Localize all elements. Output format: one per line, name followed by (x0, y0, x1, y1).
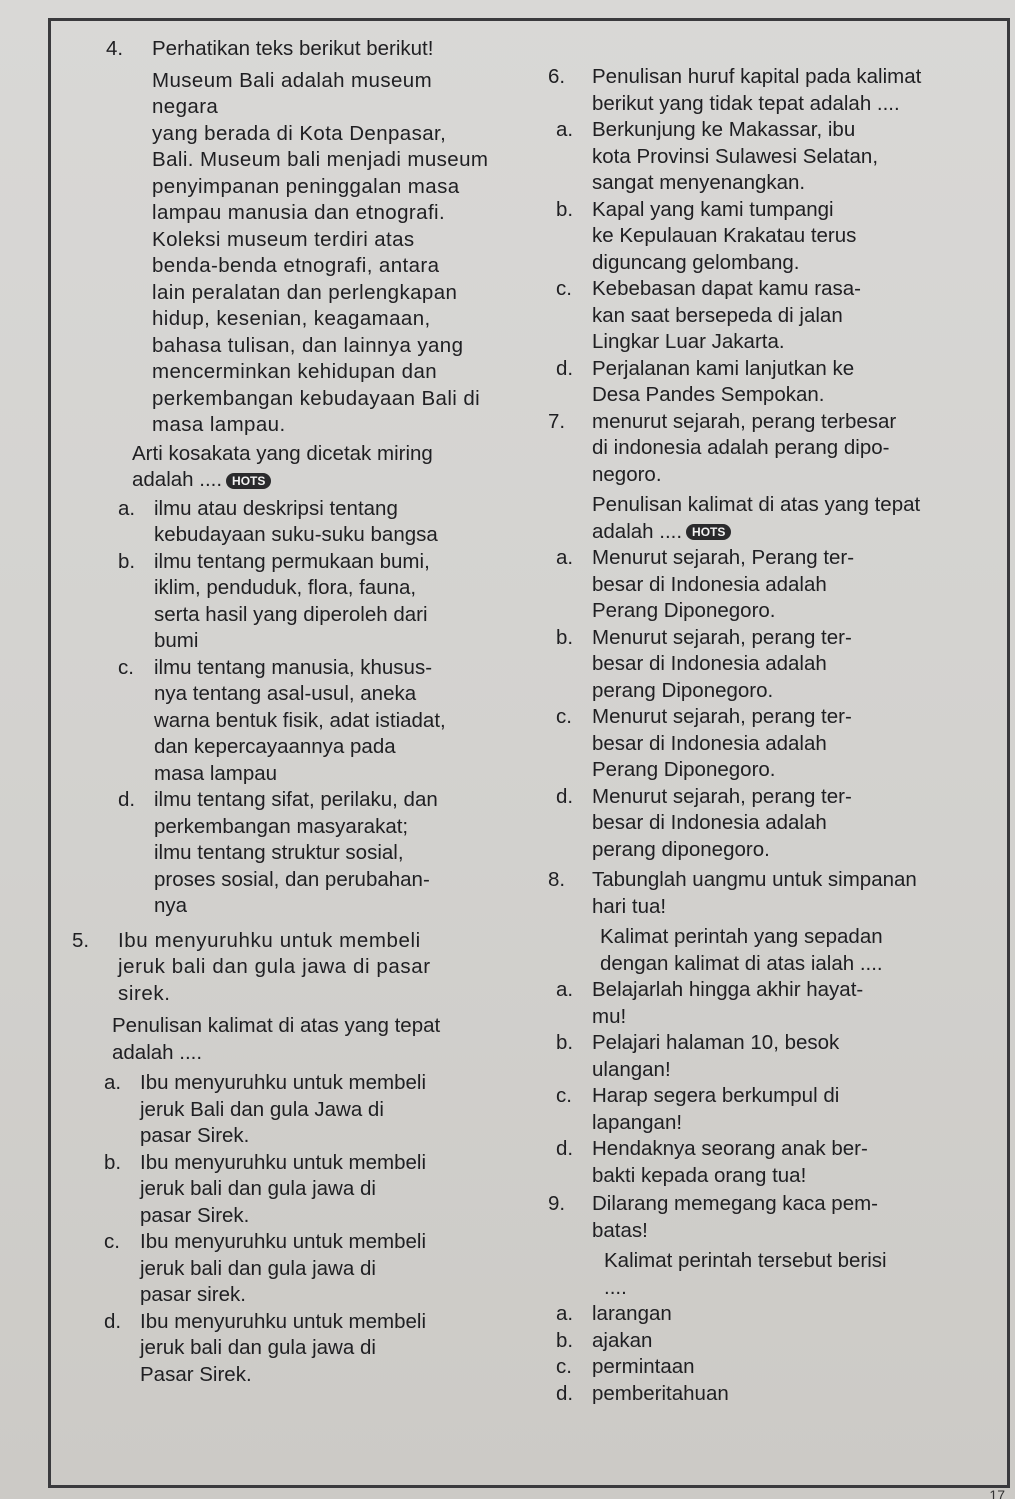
text-line: .... (604, 1275, 627, 1299)
question-6 (548, 64, 988, 409)
option-c (550, 1354, 988, 1381)
option-letter: c. (104, 1230, 120, 1253)
option-letter: d. (556, 784, 574, 808)
option-c (112, 655, 502, 788)
option-text: Pasar Sirek. (140, 1362, 252, 1386)
option-a (112, 496, 502, 549)
option-letter: b. (556, 1328, 574, 1352)
question-number: 8. (548, 868, 566, 891)
question-prompt (548, 1248, 988, 1301)
option-text: serta hasil yang diperoleh dari (154, 602, 428, 626)
question-9 (548, 1191, 988, 1407)
option-letter: c. (556, 705, 572, 728)
option-letter: b. (104, 1150, 122, 1174)
text-line: Kalimat perintah yang sepadan (600, 925, 883, 948)
text-line: hidup, kesenian, keagamaan, (152, 307, 431, 330)
option-c (550, 704, 988, 784)
option-text: ulangan! (592, 1057, 671, 1081)
option-text: perang diponegoro. (592, 837, 770, 861)
option-b (550, 1328, 988, 1355)
question-number: 6. (548, 65, 566, 88)
option-text: dan kepercayaannya pada (154, 735, 396, 758)
text-line: Penulisan kalimat di atas yang tepat (112, 1014, 441, 1037)
question-7 (548, 409, 988, 864)
option-a (550, 117, 988, 197)
option-text: Berkunjung ke Makassar, ibu (592, 118, 856, 141)
page-number: 17 (989, 1487, 1005, 1499)
text-line: jeruk bali dan gula jawa di pasar (118, 955, 431, 978)
text-line: negoro. (592, 462, 662, 486)
text-line: penyimpanan peninggalan masa (152, 174, 460, 198)
text-line: adalah .... HOTS (132, 467, 502, 494)
option-text: Hendaknya seorang anak ber- (592, 1137, 868, 1160)
question-title: Perhatikan teks berikut berikut! (152, 37, 434, 60)
question-stem (548, 867, 988, 920)
right-column (548, 38, 988, 1405)
option-text: Menurut sejarah, perang ter- (592, 705, 852, 728)
option-text: Menurut sejarah, Perang ter- (592, 546, 855, 569)
option-d (550, 356, 988, 409)
option-text: larangan (592, 1302, 672, 1325)
option-letter: a. (556, 978, 574, 1001)
option-text: ilmu tentang permukaan bumi, (154, 549, 430, 573)
option-text: bakti kepada orang tua! (592, 1163, 807, 1187)
option-text: pemberitahuan (592, 1381, 729, 1405)
text-line: batas! (592, 1218, 648, 1242)
left-column (62, 38, 502, 1388)
options (548, 1301, 988, 1407)
option-text: perkembangan masyarakat; (154, 814, 409, 838)
question-stem (548, 64, 988, 117)
question-number: 4. (106, 37, 124, 60)
text-line: berikut yang tidak tepat adalah .... (592, 91, 900, 115)
text-line: perkembangan kebudayaan Bali di (152, 386, 481, 410)
question-prompt (548, 924, 988, 977)
option-letter: b. (556, 197, 574, 221)
text-line: adalah .... (112, 1040, 203, 1064)
option-text: besar di Indonesia adalah (592, 811, 827, 834)
option-text: ilmu tentang manusia, khusus- (154, 655, 433, 679)
option-c (98, 1229, 502, 1309)
option-b (550, 197, 988, 277)
option-letter: d. (556, 356, 574, 380)
option-text: Perang Diponegoro. (592, 758, 776, 781)
text-line: masa lampau. (152, 413, 286, 436)
options (548, 545, 988, 863)
option-b (98, 1150, 502, 1230)
options (548, 977, 988, 1189)
option-letter: b. (118, 549, 136, 573)
option-letter: b. (556, 1031, 574, 1054)
text-line: Ibu menyuruhku untuk membeli (118, 928, 421, 952)
option-text: besar di Indonesia adalah (592, 652, 827, 675)
option-text: Perang Diponegoro. (592, 599, 776, 622)
option-c (550, 1083, 988, 1136)
option-text: Ibu menyuruhku untuk membeli (140, 1071, 427, 1094)
option-text: ilmu atau deskripsi tentang (154, 496, 398, 520)
option-text: kota Provinsi Sulawesi Selatan, (592, 144, 879, 168)
option-text: ke Kepulauan Krakatau terus (592, 224, 857, 247)
option-a (98, 1070, 502, 1150)
text-line: dengan kalimat di atas ialah .... (600, 951, 883, 975)
option-text: Desa Pandes Sempokan. (592, 383, 825, 406)
question-prompt (62, 441, 502, 494)
option-text: besar di Indonesia adalah (592, 731, 827, 755)
option-text: Ibu menyuruhku untuk membeli (140, 1230, 427, 1253)
text-line: Bali. Museum bali menjadi museum (152, 148, 489, 171)
option-letter: d. (556, 1137, 574, 1160)
option-c (550, 276, 988, 356)
options (62, 1070, 502, 1388)
option-text: proses sosial, dan perubahan- (154, 867, 430, 891)
option-text: Pelajari halaman 10, besok (592, 1031, 840, 1054)
option-text: kebudayaan suku-suku bangsa (154, 523, 438, 546)
option-letter: c. (118, 655, 134, 679)
option-a (550, 977, 988, 1030)
option-text: Kapal yang kami tumpangi (592, 197, 834, 221)
text-line: hari tua! (592, 894, 667, 918)
option-text: sangat menyenangkan. (592, 171, 806, 194)
option-text: jeruk bali dan gula jawa di (140, 1177, 376, 1200)
passage (62, 68, 502, 439)
text-line: adalah .... HOTS (592, 519, 988, 546)
option-letter: c. (556, 1355, 572, 1378)
text-line: Tabunglah uangmu untuk simpanan (592, 868, 917, 891)
text-line: Penulisan huruf kapital pada kalimat (592, 65, 922, 88)
text-line: Arti kosakata yang dicetak miring (132, 441, 433, 465)
option-text: Menurut sejarah, perang ter- (592, 625, 852, 649)
question-8 (548, 867, 988, 1189)
question-prompt (548, 492, 988, 545)
text-line: lain peralatan dan perlengkapan (152, 280, 458, 304)
question-number: 5. (72, 928, 90, 952)
option-text: warna bentuk fisik, adat istiadat, (154, 708, 446, 732)
option-d (98, 1309, 502, 1389)
option-text: pasar Sirek. (140, 1203, 250, 1227)
question-stem (548, 409, 988, 489)
option-d (112, 787, 502, 920)
option-text: pasar Sirek. (140, 1124, 250, 1147)
option-text: nya (154, 894, 188, 917)
hots-badge: HOTS (226, 473, 271, 489)
text-line: Koleksi museum terdiri atas (152, 227, 415, 251)
text-line: menurut sejarah, perang terbesar (592, 409, 897, 433)
option-letter: a. (104, 1071, 122, 1094)
question-stem (62, 928, 502, 1008)
option-text: jeruk bali dan gula jawa di (140, 1256, 376, 1280)
option-letter: a. (556, 1302, 574, 1325)
option-text: permintaan (592, 1355, 695, 1378)
option-letter: a. (118, 496, 136, 520)
option-text: lapangan! (592, 1110, 683, 1134)
option-text: Lingkar Luar Jakarta. (592, 330, 785, 353)
text-line: lampau manusia dan etnografi. (152, 201, 446, 224)
option-text: Perjalanan kami lanjutkan ke (592, 356, 855, 380)
text-line: bahasa tulisan, dan lainnya yang (152, 333, 464, 357)
option-text: Menurut sejarah, perang ter- (592, 784, 852, 808)
option-a (550, 1301, 988, 1328)
option-text: ilmu tentang struktur sosial, (154, 841, 404, 864)
option-letter: d. (118, 788, 136, 811)
option-text: Ibu menyuruhku untuk membeli (140, 1150, 427, 1174)
hots-badge: HOTS (686, 524, 731, 540)
option-letter: c. (556, 1084, 572, 1107)
option-text: besar di Indonesia adalah (592, 572, 827, 596)
text-line: Museum Bali adalah museum negara (152, 68, 433, 118)
option-text: jeruk Bali dan gula Jawa di (140, 1097, 384, 1121)
question-4 (62, 36, 502, 920)
option-d (550, 1136, 988, 1189)
option-d (550, 784, 988, 864)
option-letter: c. (556, 277, 572, 300)
option-letter: b. (556, 625, 574, 649)
option-text: perang Diponegoro. (592, 678, 774, 702)
question-5 (62, 928, 502, 1389)
options (62, 496, 502, 920)
option-text: Belajarlah hingga akhir hayat- (592, 978, 864, 1001)
text-line: Dilarang memegang kaca pem- (592, 1192, 878, 1215)
text-line: yang berada di Kota Denpasar, (152, 121, 447, 145)
option-text: Kebebasan dapat kamu rasa- (592, 277, 861, 300)
option-b (550, 625, 988, 705)
text-line: Penulisan kalimat di atas yang tepat (592, 493, 921, 516)
text-line: di indonesia adalah perang dipo- (592, 436, 890, 459)
option-text: jeruk bali dan gula jawa di (140, 1336, 376, 1359)
question-number: 7. (548, 409, 566, 433)
option-text: mu! (592, 1004, 627, 1028)
option-text: iklim, penduduk, flora, fauna, (154, 576, 417, 599)
question-stem (548, 1191, 988, 1244)
option-letter: a. (556, 546, 574, 569)
option-text: bumi (154, 629, 199, 652)
options (548, 117, 988, 409)
option-letter: a. (556, 118, 574, 141)
option-text: ajakan (592, 1328, 653, 1352)
text-line: mencerminkan kehidupan dan (152, 360, 438, 383)
option-text: ilmu tentang sifat, perilaku, dan (154, 788, 438, 811)
text-line: benda-benda etnografi, antara (152, 254, 440, 277)
question-prompt (62, 1013, 502, 1066)
option-text: masa lampau (154, 761, 278, 785)
option-text: pasar sirek. (140, 1283, 246, 1306)
question-number: 9. (548, 1192, 566, 1215)
text-line: Kalimat perintah tersebut berisi (604, 1249, 887, 1272)
option-text: kan saat bersepeda di jalan (592, 303, 843, 327)
option-text: diguncang gelombang. (592, 250, 800, 274)
option-d (550, 1381, 988, 1408)
option-text: Harap segera berkumpul di (592, 1084, 840, 1107)
option-text: nya tentang asal-usul, aneka (154, 682, 417, 705)
option-a (550, 545, 988, 625)
option-text: Ibu menyuruhku untuk membeli (140, 1309, 427, 1333)
option-b (112, 549, 502, 655)
option-b (550, 1030, 988, 1083)
text-line: sirek. (118, 981, 171, 1005)
option-letter: d. (104, 1309, 122, 1333)
option-letter: d. (556, 1381, 574, 1405)
